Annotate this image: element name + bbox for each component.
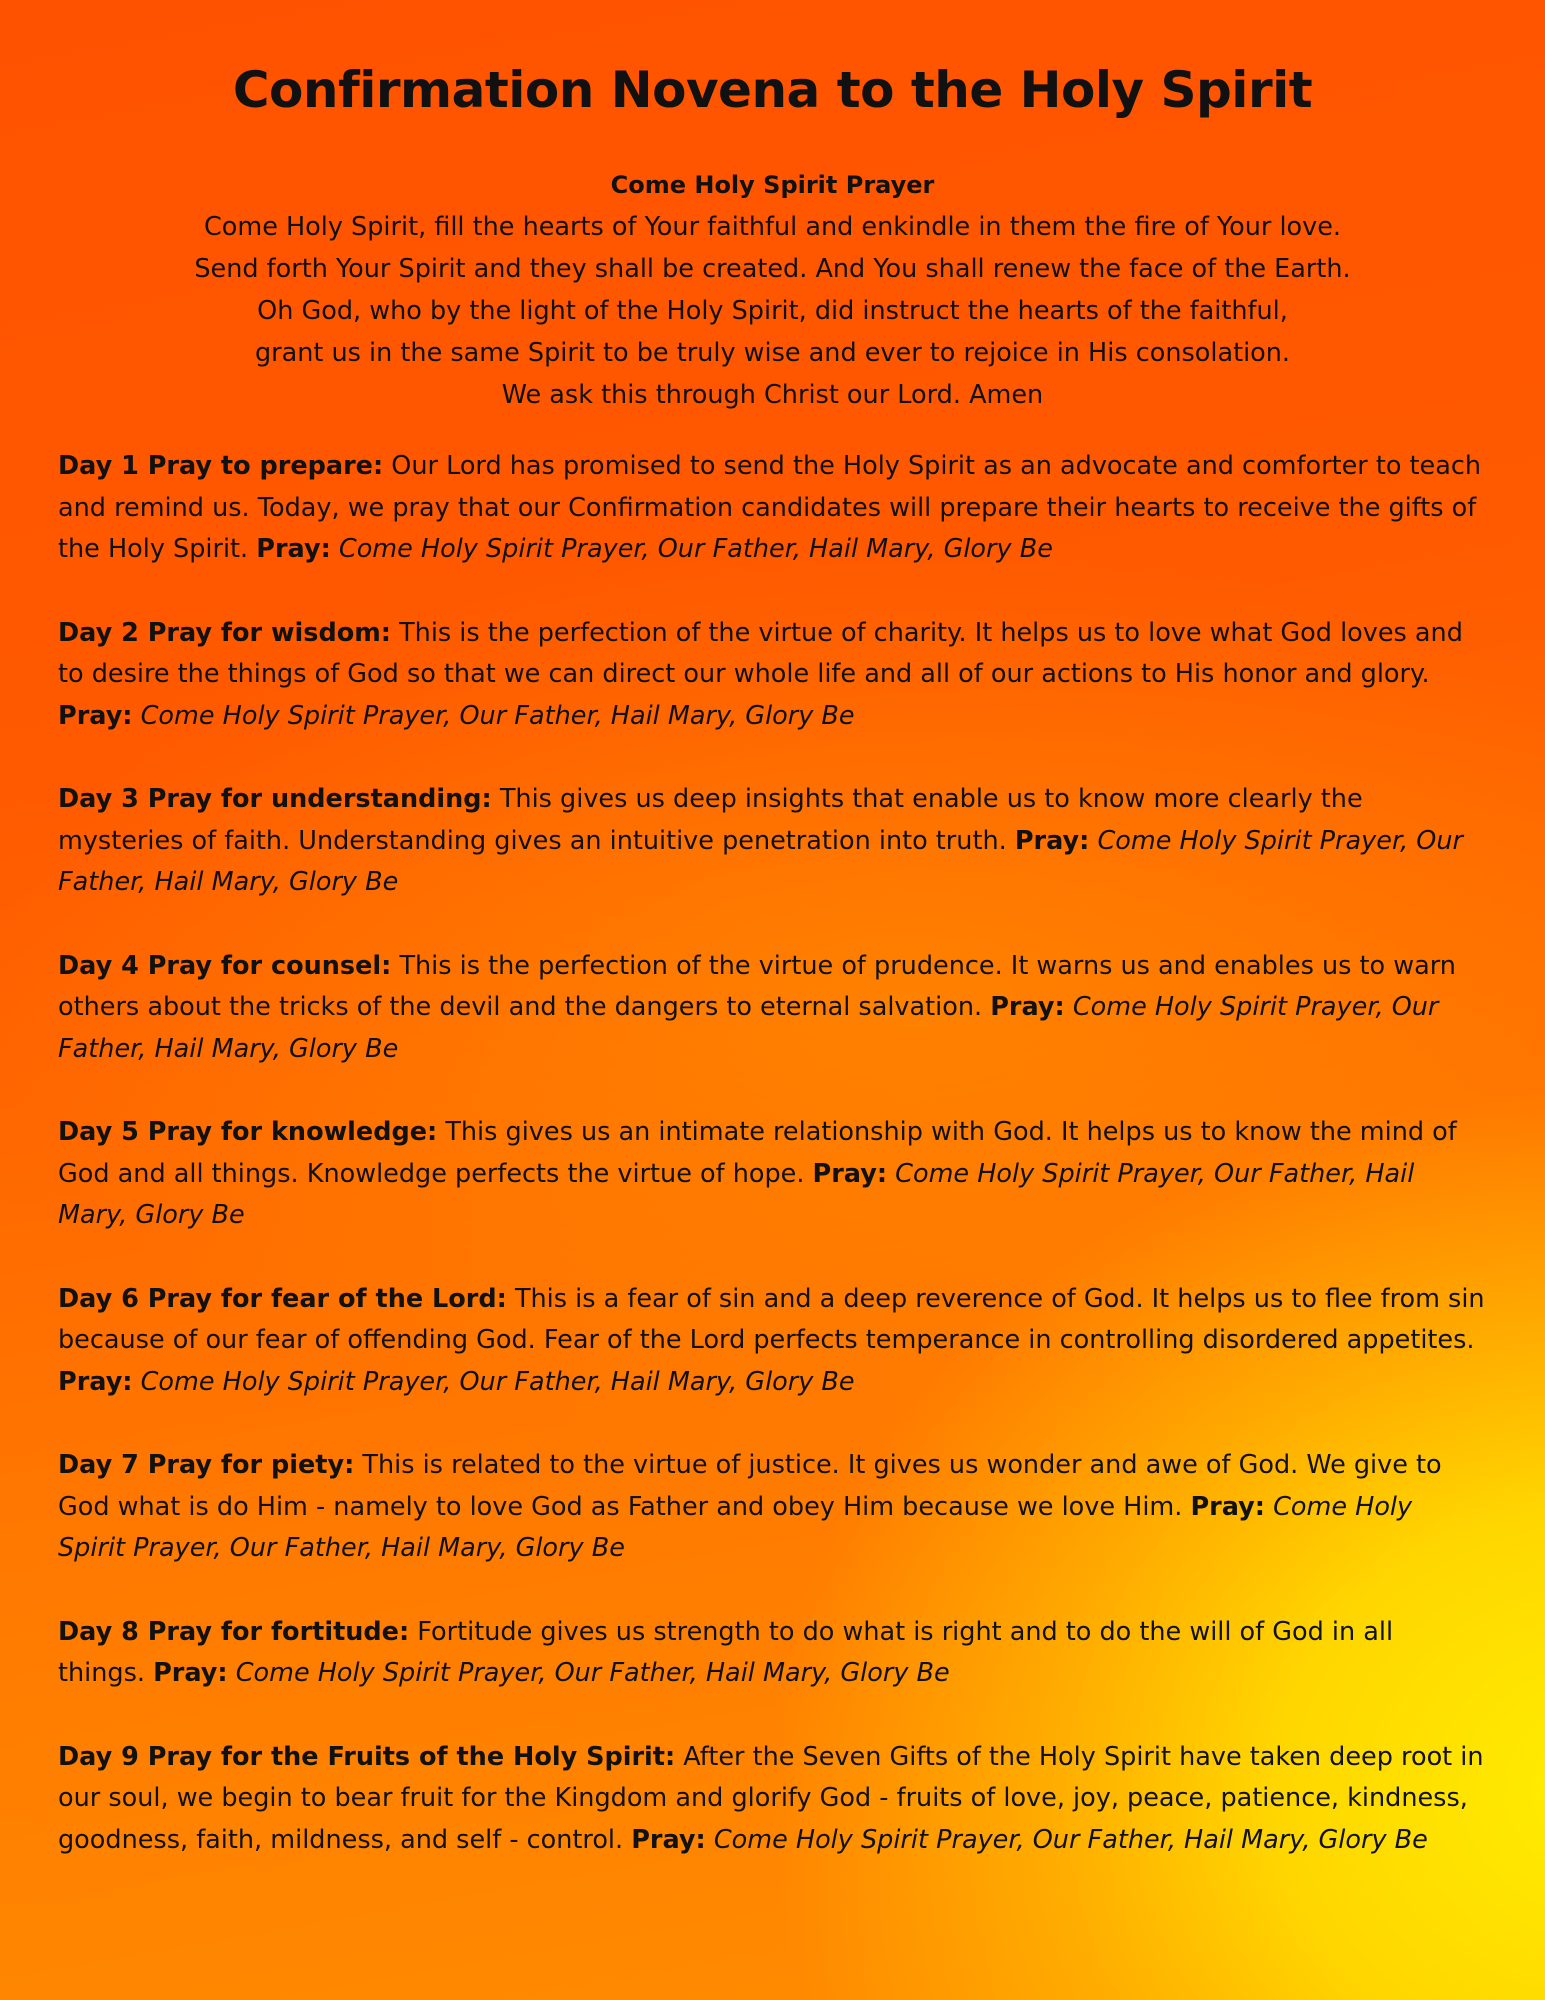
novena-days xyxy=(58,446,1487,1861)
prayer-line: Send forth Your Spirit and they shall be created. And You shall renew the face of the Earth. xyxy=(194,254,1351,284)
day-9-text: After the Seven Gifts of the Holy Spirit have taken deep root in our soul, we begin to bear fruit for the Kingdom and glorify God - fruits of love, joy, peace, patience, kindness, goodness, faith, mildness, and self - control. xyxy=(58,1741,1484,1855)
prayer-line: Come Holy Spirit, fill the hearts of Your faithful and enkindle in them the fire of Your love. xyxy=(203,212,1342,242)
day-5-label: Day 5 Pray for knowledge: xyxy=(58,1117,438,1147)
day-1-paragraph xyxy=(58,446,1487,571)
prayer-line: We ask this through Christ our Lord. Amen xyxy=(501,380,1044,410)
day-2-pray-list: Come Holy Spirit Prayer, Our Father, Hail Mary, Glory Be xyxy=(140,700,855,731)
day-2-text: This is the perfection of the virtue of charity. It helps us to love what God loves and to desire the things of God so that we can direct our whole life and all of our actions to His honor and glory. xyxy=(58,617,1463,689)
page-title: Confirmation Novena to the Holy Spirit xyxy=(232,61,1313,119)
day-5-pray-list: Come Holy Spirit Prayer, Our Father, Hail Mary, Glory Be xyxy=(58,1158,1415,1230)
day-5-text: This gives us an intimate relationship with God. It helps us to know the mind of God and all things. Knowledge perfects the virtue of hope. xyxy=(58,1117,1457,1189)
day-6-pray-list: Come Holy Spirit Prayer, Our Father, Hail Mary, Glory Be xyxy=(140,1366,855,1397)
day-4-pray-list: Come Holy Spirit Prayer, Our Father, Hail Mary, Glory Be xyxy=(58,992,1439,1064)
day-4-text: This is the perfection of the virtue of prudence. It warns us and enables us to warn others about the tricks of the devil and the dangers to eternal salvation. xyxy=(58,950,1456,1022)
day-6-text: This is a fear of sin and a deep reverence of God. It helps us to flee from sin because of our fear of offending God. Fear of the Lord perfects temperance in controlling disordered appetites. xyxy=(58,1283,1485,1355)
day-7-pray-label: Pray: xyxy=(1190,1491,1265,1522)
day-3-paragraph xyxy=(58,779,1487,904)
day-9-label: Day 9 Pray for the Fruits of the Holy Spirit: xyxy=(58,1741,676,1772)
day-5-pray-label: Pray: xyxy=(812,1158,888,1189)
day-4-pray-label: Pray: xyxy=(990,992,1065,1022)
day-8-text: Fortitude gives us strength to do what is right and to do the will of God in all things. xyxy=(58,1616,1394,1688)
day-1-pray-list: Come Holy Spirit Prayer, Our Father, Hail Mary, Glory Be xyxy=(338,534,1053,564)
day-2-pray-label: Pray: xyxy=(58,700,133,731)
day-2-label: Day 2 Pray for wisdom: xyxy=(58,617,391,648)
day-2-paragraph xyxy=(58,613,1487,738)
day-1-text: Our Lord has promised to send the Holy Spirit as an advocate and comforter to teach and remind us. Today, we pray that our Confirmation candidates will prepare their hearts to receive the gifts of the Holy Spirit. xyxy=(58,451,1482,564)
day-9-paragraph xyxy=(58,1737,1487,1862)
day-7-label: Day 7 Pray for piety: xyxy=(58,1450,355,1480)
day-4-label: Day 4 Pray for counsel: xyxy=(58,950,392,981)
day-3-pray-list: Come Holy Spirit Prayer, Our Father, Hail Mary, Glory Be xyxy=(58,825,1464,897)
day-1-pray-label: Pray: xyxy=(256,534,331,564)
day-9-pray-label: Pray: xyxy=(631,1824,706,1855)
day-7-pray-list: Come Holy Spirit Prayer, Our Father, Hail Mary, Glory Be xyxy=(58,1491,1413,1563)
day-8-paragraph xyxy=(58,1612,1487,1695)
day-8-pray-label: Pray: xyxy=(153,1658,228,1688)
day-1-label: Day 1 Pray to prepare: xyxy=(58,451,384,481)
prayer-line: Oh God, who by the light of the Holy Spirit, did instruct the hearts of the faithful, xyxy=(257,296,1288,326)
day-3-pray-label: Pray: xyxy=(1014,825,1090,856)
day-6-label: Day 6 Pray for fear of the Lord: xyxy=(58,1283,507,1314)
day-8-label: Day 8 Pray for fortitude: xyxy=(58,1616,410,1647)
day-4-paragraph xyxy=(58,946,1487,1071)
prayer-heading: Come Holy Spirit Prayer xyxy=(610,171,935,199)
come-holy-spirit-prayer xyxy=(58,168,1487,416)
day-5-paragraph xyxy=(58,1112,1487,1237)
day-6-pray-label: Pray: xyxy=(58,1366,133,1397)
prayer-line: grant us in the same Spirit to be truly wise and ever to rejoice in His consolation. xyxy=(254,338,1291,368)
day-7-paragraph xyxy=(58,1445,1487,1570)
day-3-text: This gives us deep insights that enable us to know more clearly the mysteries of faith. Understanding gives an intuitive penetration into truth. xyxy=(58,784,1363,856)
day-7-text: This is related to the virtue of justice. It gives us wonder and awe of God. We give to God what is do Him - namely to love God as Father and obey Him because we love Him. xyxy=(58,1450,1442,1522)
day-8-pray-list: Come Holy Spirit Prayer, Our Father, Hail Mary, Glory Be xyxy=(235,1658,950,1688)
day-3-label: Day 3 Pray for understanding: xyxy=(58,784,492,814)
day-9-pray-list: Come Holy Spirit Prayer, Our Father, Hail Mary, Glory Be xyxy=(713,1824,1428,1855)
day-6-paragraph xyxy=(58,1279,1487,1404)
